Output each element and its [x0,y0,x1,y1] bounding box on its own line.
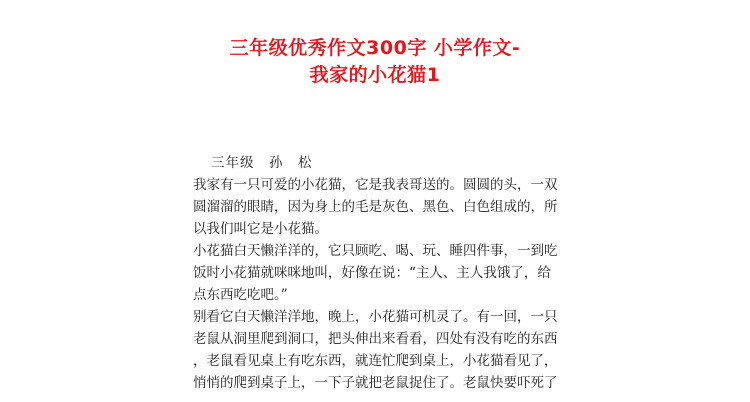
essay-line: 饭时小花猫就咪咪地叫，好像在说：“主人、主人我饿了，给 [193,265,551,281]
essay-line: 圆溜溜的眼睛，因为身上的毛是灰色、黑色、白色组成的，所 [193,199,558,215]
essay-line: 以我们叫它是小花猫。 [193,221,328,237]
document-title-line-2: 我家的小花猫1 [309,64,441,86]
essay-line: 点东西吃吃吧。” [193,287,288,303]
author-line: 三年级 孙 松 [211,155,313,171]
essay-body [193,152,558,402]
essay-line: ，老鼠看见桌上有吃东西，就连忙爬到桌上，小花猫看见了， [193,353,558,369]
essay-line: 小花猫白天懒洋洋的，它只顾吃、喝、玩、睡四件事，一到吃 [193,243,558,259]
essay-line: 老鼠从洞里爬到洞口，把头伸出来看看，四处有没有吃的东西 [193,331,558,347]
document-title-line-1: 三年级优秀作文300字 小学作文- [229,37,521,59]
essay-line: 我家有一只可爱的小花猫，它是我表哥送的。圆圆的头，一双 [193,177,558,193]
essay-line: 悄悄的爬到桌子上，一下子就把老鼠捉住了。老鼠快要吓死了 [193,375,558,391]
essay-line: 别看它白天懒洋洋地，晚上，小花猫可机灵了。有一回，一只 [193,309,558,325]
